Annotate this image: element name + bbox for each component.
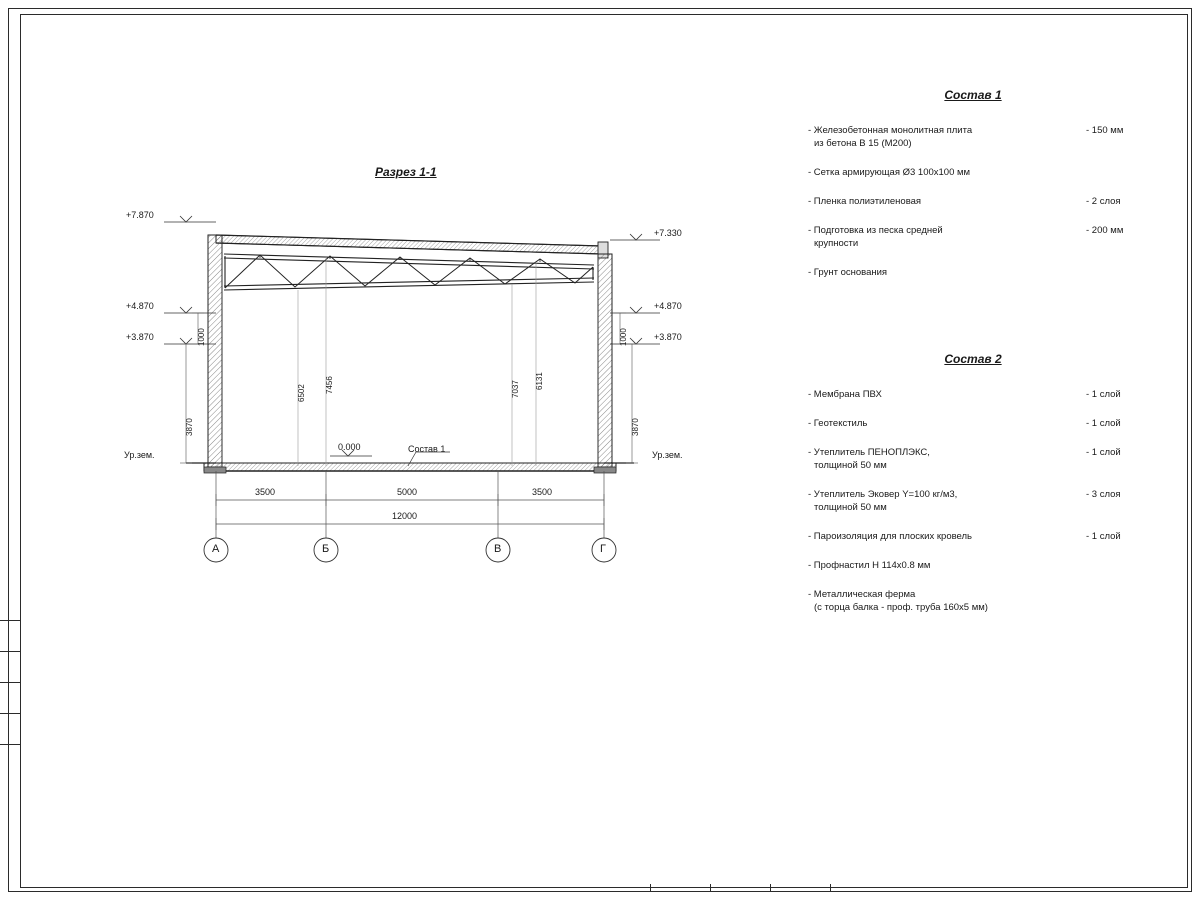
spec2-row-6-label: - Металлическая ферма [808,589,916,600]
axis-label-v: В [494,543,502,555]
spec2-row-4-value: - 1 слой [1086,531,1121,542]
axis-bubbles [204,538,616,562]
roof-truss [224,254,594,290]
spec1-title: Состав 1 [944,88,1002,102]
spec1-row-3-label: - Подготовка из песка средней [808,225,943,236]
right-dim-1000: 1000 [619,328,628,346]
zero-level-label: 0.000 [338,442,361,452]
margin-cell [0,621,20,652]
level-label-left-0: +7.870 [126,210,154,220]
right-dim-3870: 3870 [631,418,640,436]
level-label-right-0: +7.330 [654,228,682,238]
bottom-dim-0: 3500 [255,487,276,497]
section-drawing [120,150,720,580]
sheet-margin-strip [0,620,20,890]
sheet-bottom-ticks [650,884,850,892]
spec2-row-2-label: - Утеплитель ПЕНОПЛЭКС, [808,447,930,458]
spec1-row [808,166,1138,179]
spec2-row-3-value: - 3 слоя [1086,489,1121,500]
level-label-left-1: +4.870 [126,301,154,311]
spec2-row-3-label2: толщиной 50 мм [814,502,887,513]
left-dim-1000: 1000 [197,328,206,346]
total-dim: 12000 [392,511,418,521]
axis-label-g: Г [600,543,606,555]
spec2-row-2-value: - 1 слой [1086,447,1121,458]
spec-composition-2 [808,352,1138,630]
spec2-row-3-label: - Утеплитель Эковер Y=100 кг/м3, [808,489,958,500]
spec1-row-3-value: - 200 мм [1086,225,1124,236]
spec1-row [808,195,1138,208]
spec2-row-1-label: - Геотекстиль [808,418,868,429]
left-dim-3870: 3870 [185,418,194,436]
spec-composition-1 [808,88,1138,295]
bottom-dim-2: 3500 [532,487,553,497]
spec2-row-2-label2: толщиной 50 мм [814,460,887,471]
spec1-row-1-label: - Сетка армирующая Ø3 100х100 мм [808,167,971,178]
axis-label-b: Б [322,543,330,555]
spec1-row-2-label: - Пленка полиэтиленовая [808,196,922,207]
level-label-right-3: Ур.зем. [652,450,683,460]
spec2-row [808,388,1138,401]
spec1-row-2-value: - 2 слоя [1086,196,1121,207]
composition-callout-label: Состав 1 [408,444,446,454]
axis-label-a: А [212,543,220,555]
spec2-row-5-label: - Профнастил Н 114х0.8 мм [808,560,931,571]
spec2-row [808,588,1138,614]
spec2-row [808,417,1138,430]
inner-height-7456: 7456 [325,376,334,394]
section-svg [120,150,720,580]
level-label-left-3: Ур.зем. [124,450,155,460]
spec2-row-0-value: - 1 слой [1086,389,1121,400]
bottom-dim-1: 5000 [397,487,418,497]
spec1-row-3-label2: крупности [814,238,859,249]
spec2-row-0-label: - Мембрана ПВХ [808,389,882,400]
spec2-row-1-value: - 1 слой [1086,418,1121,429]
inner-height-6502: 6502 [297,384,306,402]
spec2-row [808,530,1138,543]
spec2-row [808,559,1138,572]
spec2-row-6-label2: (с торца балка - проф. труба 160х5 мм) [814,602,988,613]
margin-cell [0,652,20,683]
spec2-row [808,446,1138,472]
bottom-dimension-chain [216,471,604,538]
level-label-right-1: +4.870 [654,301,682,311]
spec1-row-0-value: - 150 мм [1086,125,1124,136]
spec2-row-4-label: - Пароизоляция для плоских кровель [808,531,973,542]
spec1-row-0-label: - Железобетонная монолитная плита [808,125,973,136]
drawing-title: Разрез 1-1 [375,165,437,179]
level-label-left-2: +3.870 [126,332,154,342]
spec1-row-0-label2: из бетона В 15 (М200) [814,138,912,149]
margin-cell [0,683,20,714]
spec1-row-4-label: - Грунт основания [808,267,888,278]
spec2-row [808,488,1138,514]
inner-height-6131: 6131 [535,372,544,390]
spec2-title: Состав 2 [944,352,1002,366]
inner-height-7037: 7037 [511,380,520,398]
margin-cell [0,714,20,745]
spec1-row [808,266,1138,279]
spec1-row [808,224,1138,250]
building-outline [186,235,634,473]
interior-dimension-lines [298,257,536,466]
level-label-right-2: +3.870 [654,332,682,342]
spec1-row [808,124,1138,150]
